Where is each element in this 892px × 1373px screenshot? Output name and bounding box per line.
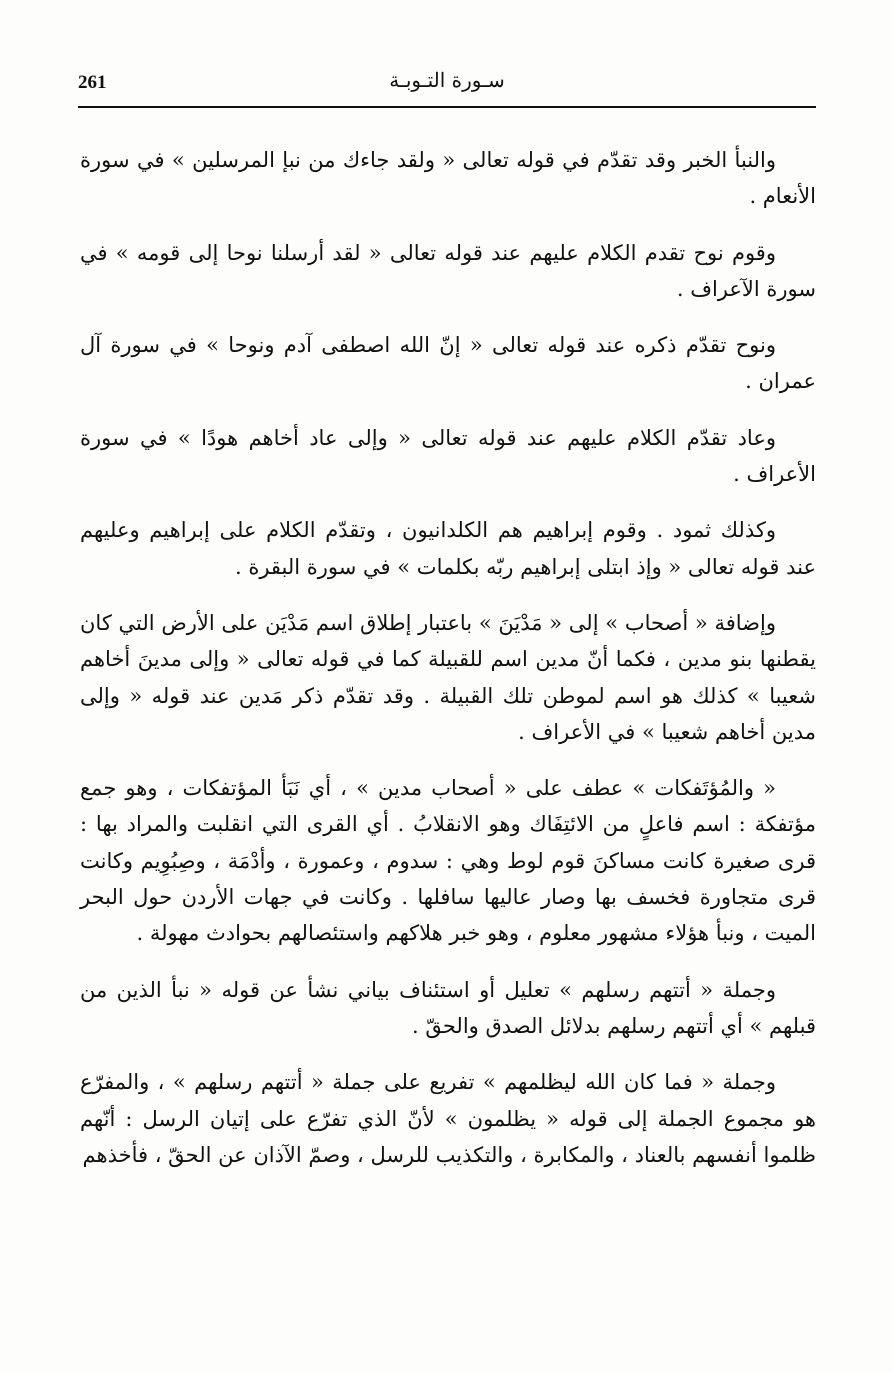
paragraph-3: ونوح تقدّم ذكره عند قوله تعالى « إنّ الله اصطفى آدم ونوحا » في سورة آل عمران . (80, 333, 816, 394)
running-title: سـورة التـوبـة (389, 68, 505, 92)
page-body (80, 142, 816, 1193)
page-number: 261 (78, 72, 107, 93)
paragraph-2: وقوم نوح تقدم الكلام عليهم عند قوله تعالى « لقد أرسلنا نوحا إلى قومه » في سورة الآعراف . (80, 240, 816, 301)
paragraph-4: وعاد تقدّم الكلام عليهم عند قوله تعالى « وإلى عاد أخاهم هودًا » في سورة الأعراف . (80, 425, 816, 487)
paragraph-7: « والمُؤتَفكات » عطف على « أصحاب مدين » ، أي نَبَأ المؤتفكات ، وهو جمع مؤتفكة : اسم فاعلٍ من الائتِفَاك وهو الانقلابُ . أي القرى التي انقلبت والمراد بها : قرى صغيرة كانت مساكنَ قوم لوط وهي : سدوم ، وعمورة ، وأدْمَة ، وصِبُوِيم وكانت قرى متجاورة فخسف بها وصار عاليها سافلها . وكانت في جهات الأردن حول البحر الميت ، ونبأ هؤلاء مشهور معلوم ، وهو خبر هلاكهم واستئصالهم بحوادث مهولة . (80, 776, 817, 946)
paragraph-9: وجملة « فما كان الله ليظلمهم » تفريع على جملة « أتتهم رسلهم » ، والمفرّع هو مجموع الجملة إلى قوله « يظلمون » لأنّ الذي تفرّع على إتيان الرسل : أنّهم ظلموا أنفسهم بالعناد ، والمكابرة ، والتكذيب للرسل ، وصمّ الآذان عن الحقّ ، فأخذهم (80, 1070, 816, 1167)
paragraph-5: وكذلك ثمود . وقوم إبراهيم هم الكلدانيون ، وتقدّم الكلام على إبراهيم وعليهم عند قوله تعالى « وإذ ابتلى إبراهيم ربّه بكلمات » في سورة البقرة . (80, 518, 816, 579)
header-rule (78, 106, 816, 108)
page-header (78, 62, 816, 110)
paragraph-8: وجملة « أتتهم رسلهم » تعليل أو استئناف بياني نشأ عن قوله « نبأ الذين من قبلهم » أي أتتهم رسلهم بدلائل الصدق والحقّ . (80, 977, 816, 1038)
paragraph-1: والنبأ الخبر وقد تقدّم في قوله تعالى « ولقد جاءك من نبإ المرسلين » في سورة الأنعام . (80, 148, 816, 209)
paragraph-6: وإضافة « أصحاب » إلى « مَدْيَنَ » باعتبار إطلاق اسم مَدْيَن على الأرض التي كان يقطنها بنو مدين ، فكما أنّ مدين اسم للقبيلة كما في قوله تعالى « وإلى مدينَ أخاهم شعيبا » كذلك هو اسم لموطن تلك القبيلة . وقد تقدّم ذكر مَدين عند قوله « وإلى مدين أخاهم شعيبا » في الأعراف . (80, 610, 816, 744)
